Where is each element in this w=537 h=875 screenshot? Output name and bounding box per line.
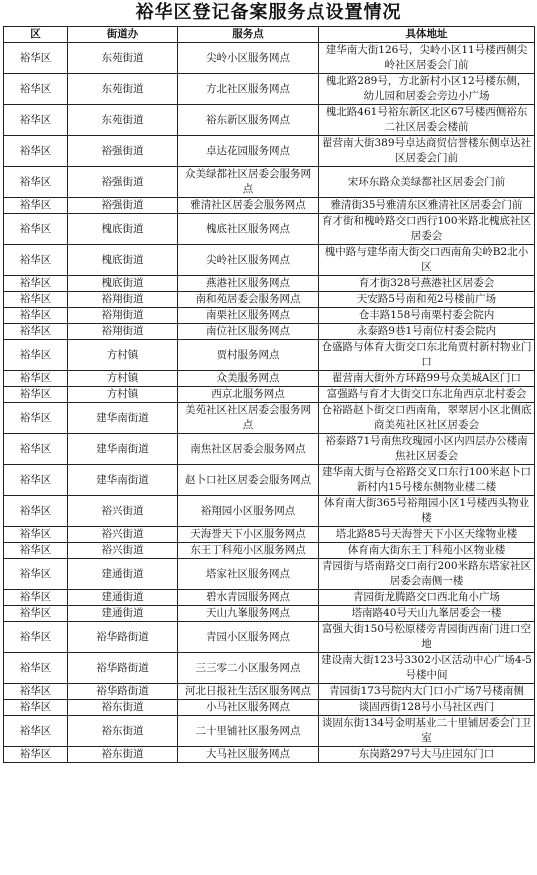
- cell-service-point: 尖岭小区服务网点: [178, 43, 319, 74]
- cell-district: 裕华区: [4, 684, 68, 700]
- cell-district: 裕华区: [4, 434, 68, 465]
- cell-service-point: 贾村服务网点: [178, 340, 319, 371]
- cell-address: 天安路5号南和苑2号楼前广场: [319, 292, 535, 308]
- cell-service-point: 青园小区服务网点: [178, 622, 319, 653]
- cell-address: 裕泰路71号南焦玫瑰园小区内四层办公楼南焦社区居委会: [319, 434, 535, 465]
- table-row: [4, 700, 535, 716]
- table-row: [4, 214, 535, 245]
- cell-street: 方村镇: [68, 371, 178, 387]
- cell-service-point: 众美服务网点: [178, 371, 319, 387]
- cell-service-point: 三三零二小区服务网点: [178, 653, 319, 684]
- cell-district: 裕华区: [4, 74, 68, 105]
- table-row: [4, 308, 535, 324]
- table-header-row: [4, 27, 535, 43]
- cell-street: 裕翔街道: [68, 324, 178, 340]
- table-row: [4, 167, 535, 198]
- cell-district: 裕华区: [4, 167, 68, 198]
- cell-district: 裕华区: [4, 340, 68, 371]
- cell-street: 槐底街道: [68, 245, 178, 276]
- cell-district: 裕华区: [4, 245, 68, 276]
- cell-address: 仓裕路赵卜街交口西南角，翠翠居小区北侧底商美苑社区社区居委会: [319, 403, 535, 434]
- cell-district: 裕华区: [4, 387, 68, 403]
- header-service-point: 服务点: [178, 27, 319, 43]
- cell-district: 裕华区: [4, 276, 68, 292]
- cell-address: 体育南大街365号裕翔园小区1号楼西头物业楼: [319, 496, 535, 527]
- cell-service-point: 南焦社区居委会服务网点: [178, 434, 319, 465]
- cell-service-point: 南位社区服务网点: [178, 324, 319, 340]
- table-row: [4, 465, 535, 496]
- table-row: [4, 747, 535, 763]
- cell-service-point: 裕翔园小区服务网点: [178, 496, 319, 527]
- table-row: [4, 371, 535, 387]
- cell-street: 裕东街道: [68, 747, 178, 763]
- table-row: [4, 434, 535, 465]
- table-row: [4, 496, 535, 527]
- cell-service-point: 赵卜口社区居委会服务网点: [178, 465, 319, 496]
- table-row: [4, 340, 535, 371]
- cell-address: 翟营南大街389号卓达商贸信誉楼东侧卓达社区居委会门前: [319, 136, 535, 167]
- cell-street: 裕东街道: [68, 716, 178, 747]
- cell-address: 谈固西街128号小马社区西门: [319, 700, 535, 716]
- cell-street: 裕华路街道: [68, 684, 178, 700]
- table-row: [4, 43, 535, 74]
- cell-district: 裕华区: [4, 496, 68, 527]
- cell-street: 裕翔街道: [68, 292, 178, 308]
- header-district: 区: [4, 27, 68, 43]
- table-row: [4, 387, 535, 403]
- cell-district: 裕华区: [4, 527, 68, 543]
- cell-district: 裕华区: [4, 214, 68, 245]
- cell-address: 青园街173号院内大门口小广场7号楼南侧: [319, 684, 535, 700]
- cell-service-point: 燕港社区服务网点: [178, 276, 319, 292]
- cell-address: 槐北路289号，方北新村小区12号楼东侧，幼儿园和居委会旁边小广场: [319, 74, 535, 105]
- cell-service-point: 小马社区服务网点: [178, 700, 319, 716]
- cell-address: 槐中路与建华南大街交口西南角尖岭B2北小区: [319, 245, 535, 276]
- table-row: [4, 543, 535, 559]
- cell-district: 裕华区: [4, 465, 68, 496]
- cell-district: 裕华区: [4, 403, 68, 434]
- cell-service-point: 南和苑居委会服务网点: [178, 292, 319, 308]
- service-point-table: [3, 26, 535, 763]
- cell-service-point: 众美绿都社区居委会服务网点: [178, 167, 319, 198]
- cell-address: 建华南大街与仓裕路交叉口东行100米赵卜口新村内15号楼东侧物业楼二楼: [319, 465, 535, 496]
- table-row: [4, 403, 535, 434]
- cell-address: 塔北路85号天海誉天下小区天缘物业楼: [319, 527, 535, 543]
- cell-address: 育才街和槐岭路交口西行100米路北槐底社区居委会: [319, 214, 535, 245]
- cell-address: 塔南路40号天山九峯居委会一楼: [319, 606, 535, 622]
- header-address: 具体地址: [319, 27, 535, 43]
- table-row: [4, 590, 535, 606]
- cell-service-point: 碧水青园服务网点: [178, 590, 319, 606]
- cell-address: 永泰路9巷1号南位村委会院内: [319, 324, 535, 340]
- cell-service-point: 方北社区服务网点: [178, 74, 319, 105]
- table-row: [4, 292, 535, 308]
- cell-street: 裕强街道: [68, 167, 178, 198]
- cell-address: 富强大街150号松原楼旁青园街西南门进口空地: [319, 622, 535, 653]
- cell-service-point: 河北日报社生活区服务网点: [178, 684, 319, 700]
- table-row: [4, 559, 535, 590]
- cell-district: 裕华区: [4, 136, 68, 167]
- cell-street: 裕华路街道: [68, 622, 178, 653]
- cell-address: 雅清街35号雅清东区雅清社区居委会门前: [319, 198, 535, 214]
- cell-service-point: 槐底社区服务网点: [178, 214, 319, 245]
- cell-address: 翟营南大街外方环路99号众美城A区门口: [319, 371, 535, 387]
- cell-district: 裕华区: [4, 606, 68, 622]
- cell-street: 槐底街道: [68, 276, 178, 292]
- cell-district: 裕华区: [4, 700, 68, 716]
- cell-district: 裕华区: [4, 371, 68, 387]
- cell-district: 裕华区: [4, 292, 68, 308]
- cell-service-point: 东王丁科苑小区服务网点: [178, 543, 319, 559]
- cell-street: 裕兴街道: [68, 527, 178, 543]
- cell-service-point: 美苑社区社区居委会服务网点: [178, 403, 319, 434]
- cell-service-point: 天山九峯服务网点: [178, 606, 319, 622]
- cell-street: 槐底街道: [68, 214, 178, 245]
- cell-service-point: 二十里铺社区服务网点: [178, 716, 319, 747]
- cell-district: 裕华区: [4, 43, 68, 74]
- table-row: [4, 276, 535, 292]
- cell-street: 建通街道: [68, 590, 178, 606]
- cell-street: 建通街道: [68, 559, 178, 590]
- table-row: [4, 622, 535, 653]
- cell-service-point: 天海誉天下小区服务网点: [178, 527, 319, 543]
- cell-street: 建华南街道: [68, 434, 178, 465]
- cell-district: 裕华区: [4, 105, 68, 136]
- cell-service-point: 尖岭社区服务网点: [178, 245, 319, 276]
- cell-service-point: 雅清社区居委会服务网点: [178, 198, 319, 214]
- cell-service-point: 塔家社区服务网点: [178, 559, 319, 590]
- cell-district: 裕华区: [4, 590, 68, 606]
- cell-address: 仓盛路与体育大街交口东北角贾村新村物业门口: [319, 340, 535, 371]
- cell-street: 方村镇: [68, 387, 178, 403]
- cell-street: 裕翔街道: [68, 308, 178, 324]
- cell-street: 东苑街道: [68, 43, 178, 74]
- table-row: [4, 136, 535, 167]
- cell-street: 建通街道: [68, 606, 178, 622]
- cell-street: 裕强街道: [68, 136, 178, 167]
- cell-street: 裕东街道: [68, 700, 178, 716]
- cell-address: 青园街龙腾路交口西北角小广场: [319, 590, 535, 606]
- cell-street: 东苑街道: [68, 105, 178, 136]
- cell-address: 育才街328号燕港社区居委会: [319, 276, 535, 292]
- header-street: 街道办: [68, 27, 178, 43]
- table-row: [4, 198, 535, 214]
- cell-district: 裕华区: [4, 198, 68, 214]
- cell-service-point: 南栗社区服务网点: [178, 308, 319, 324]
- cell-address: 体育南大街东王丁科苑小区物业楼: [319, 543, 535, 559]
- table-row: [4, 606, 535, 622]
- cell-district: 裕华区: [4, 716, 68, 747]
- cell-service-point: 西京北服务网点: [178, 387, 319, 403]
- cell-street: 建华南街道: [68, 465, 178, 496]
- cell-district: 裕华区: [4, 308, 68, 324]
- cell-district: 裕华区: [4, 559, 68, 590]
- table-row: [4, 684, 535, 700]
- cell-address: 东岗路297号大马庄园东门口: [319, 747, 535, 763]
- page-title: 裕华区登记备案服务点设置情况: [135, 2, 402, 23]
- table-row: [4, 324, 535, 340]
- table-row: [4, 527, 535, 543]
- cell-service-point: 裕东新区服务网点: [178, 105, 319, 136]
- table-body: [4, 43, 535, 763]
- cell-district: 裕华区: [4, 622, 68, 653]
- cell-address: 富强路与育才大街交口东北角西京北村委会: [319, 387, 535, 403]
- table-row: [4, 74, 535, 105]
- cell-address: 青园街与塔南路交口南行200米路东塔家社区居委会南侧一楼: [319, 559, 535, 590]
- table-row: [4, 653, 535, 684]
- cell-street: 裕兴街道: [68, 496, 178, 527]
- cell-street: 方村镇: [68, 340, 178, 371]
- cell-district: 裕华区: [4, 747, 68, 763]
- cell-district: 裕华区: [4, 324, 68, 340]
- cell-address: 槐北路461号裕东新区北区67号楼西侧裕东二社区居委会楼前: [319, 105, 535, 136]
- cell-district: 裕华区: [4, 653, 68, 684]
- cell-service-point: 卓达花园服务网点: [178, 136, 319, 167]
- cell-street: 东苑街道: [68, 74, 178, 105]
- table-row: [4, 716, 535, 747]
- cell-service-point: 大马社区服务网点: [178, 747, 319, 763]
- cell-street: 裕强街道: [68, 198, 178, 214]
- cell-district: 裕华区: [4, 543, 68, 559]
- cell-address: 仓丰路158号南栗村委会院内: [319, 308, 535, 324]
- cell-street: 裕兴街道: [68, 543, 178, 559]
- cell-street: 建华南街道: [68, 403, 178, 434]
- table-row: [4, 245, 535, 276]
- cell-address: 建华南大街126号，尖岭小区11号楼西侧尖岭社区居委会门前: [319, 43, 535, 74]
- cell-address: 宋环东路众美绿都社区居委会门前: [319, 167, 535, 198]
- cell-street: 裕华路街道: [68, 653, 178, 684]
- cell-address: 建设南大街123号3302小区活动中心广场4-5号楼中间: [319, 653, 535, 684]
- cell-address: 谈固东街134号金明基业二十里铺居委会门卫室: [319, 716, 535, 747]
- table-row: [4, 105, 535, 136]
